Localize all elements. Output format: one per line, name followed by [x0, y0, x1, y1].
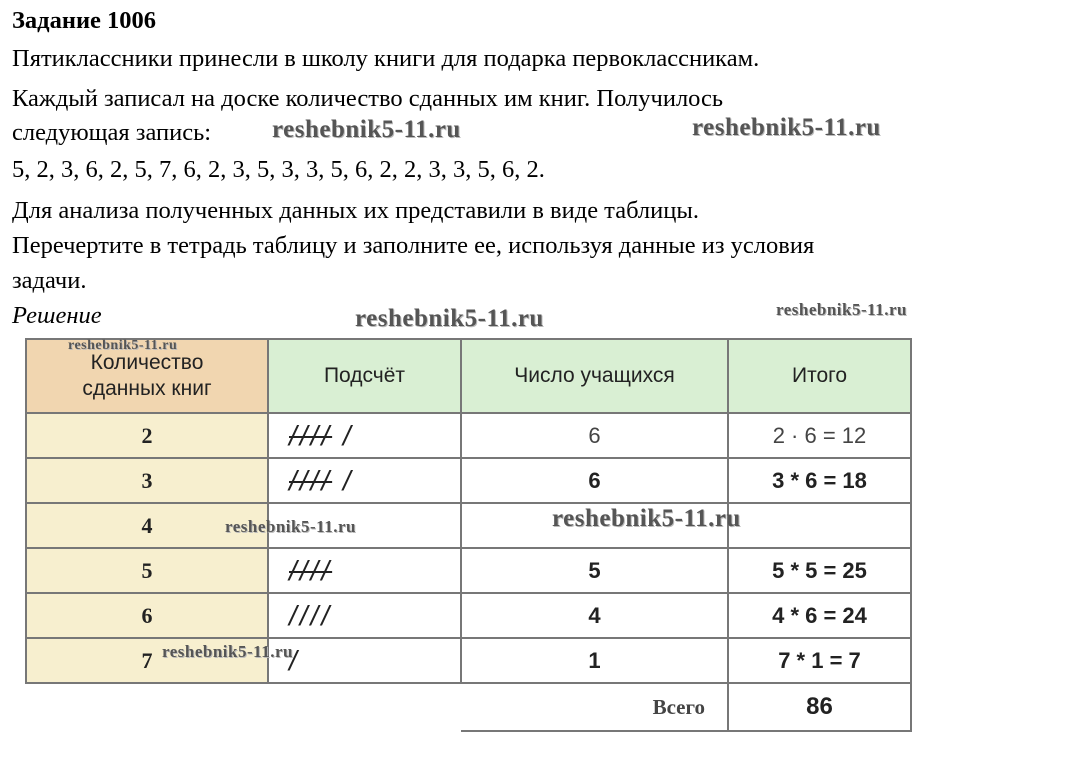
tally-marks [268, 458, 461, 503]
students-count: 6 [461, 458, 728, 503]
row-total: 7 * 1 = 7 [728, 638, 911, 683]
task-text-line: задачи. [12, 267, 87, 294]
header-books: Количество сданных книг [26, 339, 268, 413]
tally-extra: //// [289, 599, 333, 631]
data-sequence: 5, 2, 3, 6, 2, 5, 7, 6, 2, 3, 5, 3, 3, 5, 6, 2, 2, 3, 3, 5, 6, 2. [12, 156, 545, 183]
tally-marks [268, 413, 461, 458]
table-row [26, 638, 911, 683]
watermark: reshebnik5-11.ru [272, 116, 461, 143]
students-count: 1 [461, 638, 728, 683]
row-total: 4 * 6 = 24 [728, 593, 911, 638]
row-total: 2 · 6 = 12 [728, 413, 911, 458]
watermark: reshebnik5-11.ru [68, 338, 178, 353]
books-count: 4 [26, 503, 268, 548]
task-title: Задание 1006 [12, 7, 157, 34]
total-row [26, 683, 911, 731]
row-total [728, 503, 911, 548]
task-text-line: Каждый записал на доске количество сданных им книг. Получилось [12, 85, 724, 112]
tally-marks [268, 593, 461, 638]
watermark: reshebnik5-11.ru [162, 642, 293, 661]
tally-group: //// [289, 554, 333, 586]
tally-group: //// [289, 464, 333, 496]
tally-marks [268, 548, 461, 593]
header-students: Число учащихся [461, 339, 728, 413]
task-text-line: Перечертите в тетрадь таблицу и заполните ее, используя данные из условия [12, 232, 815, 259]
task-text-line: следующая запись: [12, 119, 212, 146]
table-row [26, 593, 911, 638]
tally-extra: / [289, 644, 300, 676]
books-count: 5 [26, 548, 268, 593]
watermark: reshebnik5-11.ru [776, 300, 907, 319]
students-count: 6 [461, 413, 728, 458]
header-tally: Подсчёт [268, 339, 461, 413]
total-value: 86 [728, 683, 911, 731]
solution-label: Решение [12, 302, 102, 329]
total-label: Всего [461, 683, 728, 731]
watermark: reshebnik5-11.ru [355, 305, 544, 332]
task-text-line: Для анализа полученных данных их представили в виде таблицы. [12, 197, 699, 224]
table-row [26, 458, 911, 503]
tally-extra: / [342, 419, 354, 451]
students-count: 4 [461, 593, 728, 638]
tally-group: //// [289, 419, 333, 451]
data-table [25, 338, 912, 732]
watermark: reshebnik5-11.ru [692, 114, 881, 141]
tally-extra: / [342, 464, 354, 496]
row-total: 5 * 5 = 25 [728, 548, 911, 593]
table-row [26, 548, 911, 593]
watermark: reshebnik5-11.ru [552, 505, 741, 532]
books-count: 6 [26, 593, 268, 638]
students-count: 5 [461, 548, 728, 593]
table-row [26, 413, 911, 458]
books-count: 7 [26, 638, 268, 683]
table-row [26, 503, 911, 548]
task-text-line: Пятиклассники принесли в школу книги для подарка первоклассникам. [12, 45, 760, 72]
books-count: 3 [26, 458, 268, 503]
header-total: Итого [728, 339, 911, 413]
watermark: reshebnik5-11.ru [225, 517, 356, 536]
books-count: 2 [26, 413, 268, 458]
tally-marks [268, 638, 461, 683]
row-total: 3 * 6 = 18 [728, 458, 911, 503]
